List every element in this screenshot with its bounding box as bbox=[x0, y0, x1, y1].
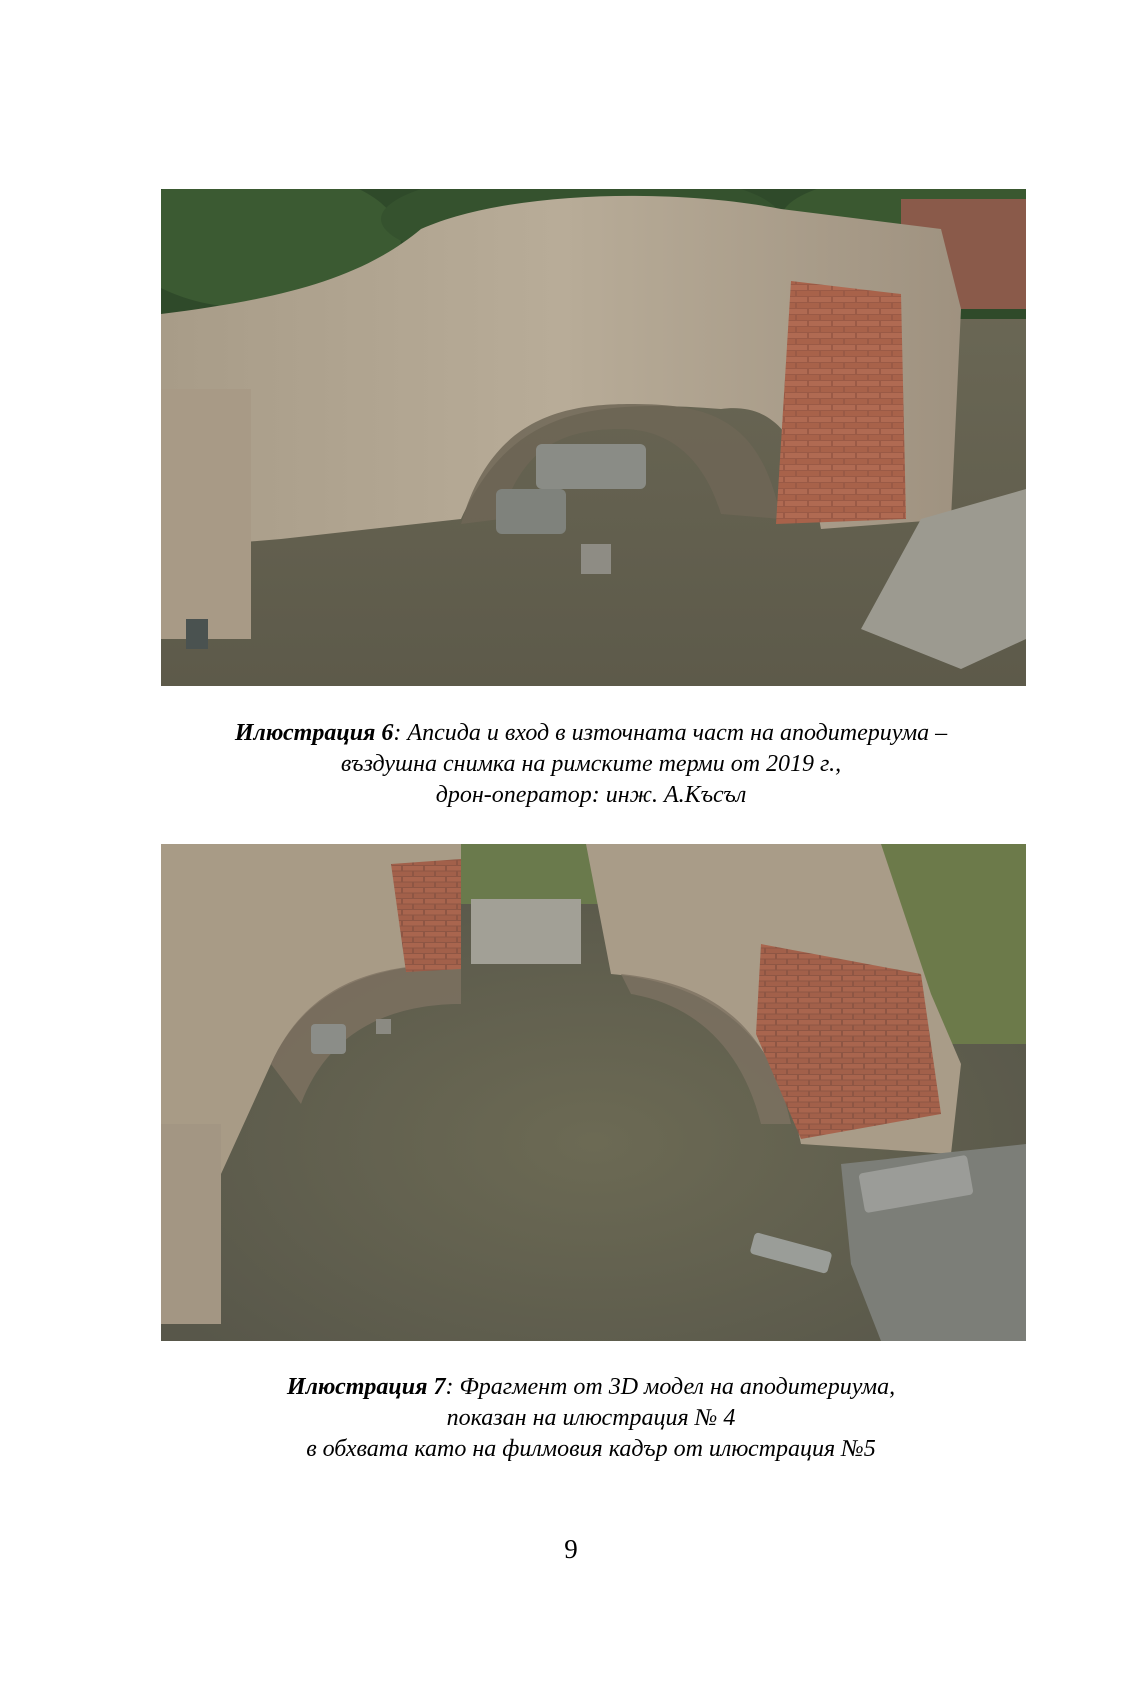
caption-line: в обхвата като на филмовия кадър от илюстрация №5 bbox=[306, 1436, 876, 1462]
caption-line: показан на илюстрация № 4 bbox=[446, 1405, 736, 1431]
caption-line bbox=[100, 1372, 1082, 1403]
caption-line: въздушна снимка на римските терми от 2019 г., bbox=[340, 751, 842, 777]
caption-label: Илюстрация 7 bbox=[286, 1374, 446, 1400]
caption-line: дрон-оператор: инж. А.Късъл bbox=[435, 782, 747, 808]
figure-caption-6 bbox=[100, 718, 1082, 811]
caption-label: Илюстрация 6 bbox=[234, 720, 394, 746]
caption-line bbox=[100, 718, 1082, 749]
caption-text: : Апсида и вход в източната част на аподитериума – bbox=[393, 720, 948, 746]
caption-text: : Фрагмент от 3D модел на аподитериума, bbox=[445, 1374, 896, 1400]
photo-3d-model bbox=[161, 844, 1026, 1341]
figure-caption-7 bbox=[100, 1372, 1082, 1465]
photo-apse-aerial bbox=[161, 189, 1026, 686]
page-number: 9 bbox=[564, 1534, 578, 1564]
